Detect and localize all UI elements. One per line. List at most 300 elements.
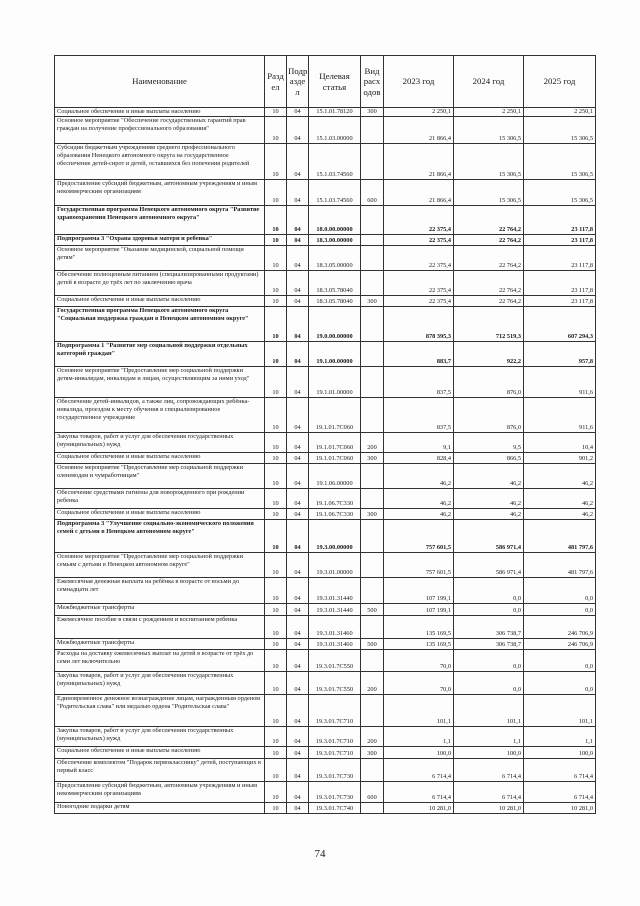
row-podrazdel: 04 (287, 453, 309, 464)
row-podrazdel: 04 (287, 604, 309, 616)
table-row (55, 117, 596, 144)
row-expense-type: 200 (361, 672, 384, 695)
row-value-2023: 21 866,4 (384, 144, 454, 180)
row-razdel: 10 (265, 296, 287, 307)
header-expense-type: Вид расх одов (361, 56, 384, 108)
table-row (55, 464, 596, 489)
row-value-2025: 957,8 (524, 342, 596, 367)
row-name: Закупка товаров, работ и услуг для обеспечения государственных (муниципальных) нужд (55, 433, 265, 453)
row-value-2025: 23 117,8 (524, 271, 596, 296)
row-podrazdel: 04 (287, 489, 309, 509)
table-row (55, 509, 596, 520)
row-razdel: 10 (265, 464, 287, 489)
row-value-2025: 6 714,4 (524, 782, 596, 803)
row-value-2024: 9,5 (454, 433, 524, 453)
row-name: Подпрограмма 3 "Улучшение социально-экономического положения семей с детьми в Ненецком автономном округе" (55, 520, 265, 553)
table-row (55, 782, 596, 803)
row-razdel: 10 (265, 759, 287, 782)
row-razdel: 10 (265, 271, 287, 296)
table-row (55, 520, 596, 553)
row-value-2025: 901,2 (524, 453, 596, 464)
row-razdel: 10 (265, 453, 287, 464)
row-razdel: 10 (265, 144, 287, 180)
row-expense-type (361, 117, 384, 144)
row-target-article: 15.1.03.74560 (309, 144, 361, 180)
row-name: Субсидии бюджетным учреждениям среднего профессионального образования Ненецкого автономного округа на государственное обеспечение детей-сирот и детей, оставшихся без попечения родителей (55, 144, 265, 180)
row-podrazdel: 04 (287, 271, 309, 296)
row-value-2025: 46,2 (524, 509, 596, 520)
row-value-2025: 0,0 (524, 578, 596, 604)
row-expense-type: 500 (361, 604, 384, 616)
row-razdel: 10 (265, 367, 287, 398)
row-value-2025: 246 706,9 (524, 616, 596, 639)
row-value-2025: 23 117,8 (524, 235, 596, 246)
row-target-article: 19.1.06.00000 (309, 464, 361, 489)
row-expense-type: 200 (361, 727, 384, 747)
row-value-2024: 306 738,7 (454, 639, 524, 650)
row-expense-type (361, 759, 384, 782)
row-value-2025: 607 294,3 (524, 307, 596, 342)
header-year-2023: 2023 год (384, 56, 454, 108)
row-podrazdel: 04 (287, 578, 309, 604)
table-row (55, 803, 596, 814)
row-expense-type (361, 803, 384, 814)
table-row (55, 639, 596, 650)
row-razdel: 10 (265, 342, 287, 367)
row-podrazdel: 04 (287, 180, 309, 206)
row-podrazdel: 04 (287, 464, 309, 489)
row-target-article: 19.3.01.31460 (309, 639, 361, 650)
row-podrazdel: 04 (287, 246, 309, 271)
row-razdel: 10 (265, 578, 287, 604)
row-expense-type (361, 271, 384, 296)
row-value-2023: 757 601,5 (384, 553, 454, 578)
table-row (55, 650, 596, 672)
row-expense-type (361, 489, 384, 509)
row-name: Социальное обеспечение и иные выплаты населению (55, 509, 265, 520)
table-row (55, 144, 596, 180)
row-expense-type: 200 (361, 433, 384, 453)
row-podrazdel: 04 (287, 650, 309, 672)
row-razdel: 10 (265, 553, 287, 578)
table-row (55, 616, 596, 639)
row-target-article: 19.1.01.00000 (309, 367, 361, 398)
row-expense-type (361, 367, 384, 398)
row-target-article: 18.3.00.00000 (309, 235, 361, 246)
row-target-article: 19.3.01.31440 (309, 578, 361, 604)
row-value-2023: 22 375,4 (384, 271, 454, 296)
row-podrazdel: 04 (287, 782, 309, 803)
row-name: Обеспечение детей-инвалидов, а также лиц, сопровождающих ребёнка-инвалида, проездом к месту обучения в специализированное государственное учреждение (55, 398, 265, 433)
row-podrazdel: 04 (287, 307, 309, 342)
row-value-2025: 0,0 (524, 604, 596, 616)
row-podrazdel: 04 (287, 235, 309, 246)
row-expense-type (361, 464, 384, 489)
row-value-2024: 15 306,5 (454, 117, 524, 144)
row-value-2023: 6 714,4 (384, 759, 454, 782)
row-target-article: 19.3.01.7C710 (309, 747, 361, 759)
row-target-article: 18.3.05.78040 (309, 296, 361, 307)
row-target-article: 15.1.03.74560 (309, 180, 361, 206)
row-expense-type (361, 520, 384, 553)
row-name: Обеспечение средствами гигиены для новорожденного при рождении ребенка (55, 489, 265, 509)
row-target-article: 19.3.01.7C730 (309, 782, 361, 803)
row-value-2024: 101,1 (454, 695, 524, 727)
row-podrazdel: 04 (287, 509, 309, 520)
row-razdel: 10 (265, 433, 287, 453)
row-name: Обеспечение комплектом "Подарок первокласснику" детей, поступающих в первый класс (55, 759, 265, 782)
row-target-article: 19.3.01.7C710 (309, 695, 361, 727)
header-razdel: Разд ел (265, 56, 287, 108)
row-podrazdel: 04 (287, 144, 309, 180)
row-value-2024: 46,2 (454, 464, 524, 489)
row-target-article: 15.1.01.78120 (309, 108, 361, 117)
table-row (55, 108, 596, 117)
row-value-2025: 1,1 (524, 727, 596, 747)
row-value-2023: 135 169,5 (384, 639, 454, 650)
row-value-2023: 22 375,4 (384, 296, 454, 307)
row-target-article: 19.1.00.00000 (309, 342, 361, 367)
row-expense-type: 300 (361, 296, 384, 307)
row-podrazdel: 04 (287, 672, 309, 695)
row-target-article: 19.3.01.7C550 (309, 650, 361, 672)
row-name: Основное мероприятие "Оказание медицинской, социальной помощи детям" (55, 246, 265, 271)
row-value-2024: 866,5 (454, 453, 524, 464)
row-value-2025: 23 117,8 (524, 206, 596, 235)
row-value-2025: 2 250,1 (524, 108, 596, 117)
row-target-article: 19.1.01.7C060 (309, 398, 361, 433)
row-name: Государственная программа Ненецкого автономного округа "Социальная поддержка граждан в Ненецком автономном округе" (55, 307, 265, 342)
row-podrazdel: 04 (287, 296, 309, 307)
row-value-2023: 22 375,4 (384, 246, 454, 271)
table-row (55, 578, 596, 604)
table-row (55, 489, 596, 509)
row-razdel: 10 (265, 489, 287, 509)
row-razdel: 10 (265, 520, 287, 553)
row-expense-type: 300 (361, 108, 384, 117)
row-target-article: 15.1.03.00000 (309, 117, 361, 144)
row-value-2024: 586 971,4 (454, 520, 524, 553)
row-value-2023: 828,4 (384, 453, 454, 464)
row-value-2024: 586 971,4 (454, 553, 524, 578)
row-expense-type (361, 206, 384, 235)
row-razdel: 10 (265, 639, 287, 650)
row-podrazdel: 04 (287, 695, 309, 727)
row-value-2023: 883,7 (384, 342, 454, 367)
row-value-2023: 46,2 (384, 464, 454, 489)
row-razdel: 10 (265, 616, 287, 639)
row-expense-type: 300 (361, 747, 384, 759)
row-razdel: 10 (265, 727, 287, 747)
header-year-2024: 2024 год (454, 56, 524, 108)
row-podrazdel: 04 (287, 553, 309, 578)
row-value-2025: 246 706,9 (524, 639, 596, 650)
row-value-2023: 135 169,5 (384, 616, 454, 639)
row-podrazdel: 04 (287, 398, 309, 433)
row-razdel: 10 (265, 307, 287, 342)
row-razdel: 10 (265, 108, 287, 117)
row-value-2024: 712 519,3 (454, 307, 524, 342)
row-value-2023: 101,1 (384, 695, 454, 727)
row-razdel: 10 (265, 509, 287, 520)
row-podrazdel: 04 (287, 616, 309, 639)
row-value-2024: 2 250,1 (454, 108, 524, 117)
row-value-2024: 876,0 (454, 398, 524, 433)
table-row (55, 695, 596, 727)
row-value-2025: 15 306,5 (524, 144, 596, 180)
row-value-2023: 107 199,1 (384, 578, 454, 604)
table-row (55, 727, 596, 747)
row-value-2024: 0,0 (454, 578, 524, 604)
row-value-2023: 2 250,1 (384, 108, 454, 117)
row-target-article: 19.1.01.7C060 (309, 453, 361, 464)
row-value-2023: 837,5 (384, 398, 454, 433)
row-name: Расходы на доставку ежемесячных выплат на детей в возрасте от трёх до семи лет включительно (55, 650, 265, 672)
row-name: Закупка товаров, работ и услуг для обеспечения государственных (муниципальных) нужд (55, 672, 265, 695)
table-row (55, 296, 596, 307)
row-name: Ежемесячная денежная выплата на ребёнка в возрасте от восьми до семнадцати лет (55, 578, 265, 604)
row-razdel: 10 (265, 117, 287, 144)
table-row (55, 206, 596, 235)
row-target-article: 19.3.01.31440 (309, 604, 361, 616)
row-value-2024: 22 764,2 (454, 271, 524, 296)
table-body (55, 108, 596, 814)
row-name: Социальное обеспечение и иные выплаты населению (55, 296, 265, 307)
table-row (55, 367, 596, 398)
row-value-2024: 6 714,4 (454, 759, 524, 782)
row-name: Социальное обеспечение и иные выплаты населению (55, 747, 265, 759)
row-value-2023: 21 866,4 (384, 117, 454, 144)
row-expense-type (361, 307, 384, 342)
row-target-article: 19.3.01.31460 (309, 616, 361, 639)
row-name: Подпрограмма 1 "Развитие мер социальной поддержки отдельных категорий граждан" (55, 342, 265, 367)
row-target-article: 19.1.06.7C330 (309, 509, 361, 520)
row-name: Социальное обеспечение и иные выплаты населению (55, 453, 265, 464)
row-target-article: 19.3.01.00000 (309, 553, 361, 578)
row-name: Межбюджетные трансферты (55, 604, 265, 616)
row-value-2025: 0,0 (524, 672, 596, 695)
row-value-2023: 6 714,4 (384, 782, 454, 803)
row-value-2025: 6 714,4 (524, 759, 596, 782)
row-name: Подпрограмма 3 "Охрана здоровья матери и ребенка" (55, 235, 265, 246)
row-value-2025: 10,4 (524, 433, 596, 453)
row-value-2025: 481 797,6 (524, 520, 596, 553)
row-value-2024: 876,0 (454, 367, 524, 398)
row-podrazdel: 04 (287, 759, 309, 782)
row-expense-type (361, 553, 384, 578)
row-value-2024: 22 764,2 (454, 296, 524, 307)
row-value-2023: 70,0 (384, 650, 454, 672)
row-razdel: 10 (265, 747, 287, 759)
row-value-2024: 100,0 (454, 747, 524, 759)
row-razdel: 10 (265, 672, 287, 695)
row-value-2023: 21 866,4 (384, 180, 454, 206)
row-value-2025: 481 797,6 (524, 553, 596, 578)
table-row (55, 342, 596, 367)
row-value-2025: 911,6 (524, 367, 596, 398)
row-target-article: 19.1.01.7C060 (309, 433, 361, 453)
row-name: Обеспечение полноценным питанием (специализированными продуктами) детей в возрасте до трёх лет по заключению врача (55, 271, 265, 296)
row-value-2024: 22 764,2 (454, 246, 524, 271)
row-target-article: 19.3.01.7C550 (309, 672, 361, 695)
row-razdel: 10 (265, 180, 287, 206)
row-value-2024: 6 714,4 (454, 782, 524, 803)
row-expense-type: 600 (361, 180, 384, 206)
table-row (55, 604, 596, 616)
row-podrazdel: 04 (287, 108, 309, 117)
row-podrazdel: 04 (287, 342, 309, 367)
row-name: Ежемесячное пособие в связи с рождением и воспитанием ребенка (55, 616, 265, 639)
row-value-2023: 1,1 (384, 727, 454, 747)
row-podrazdel: 04 (287, 727, 309, 747)
row-value-2023: 46,2 (384, 489, 454, 509)
header-year-2025: 2025 год (524, 56, 596, 108)
row-value-2025: 10 281,0 (524, 803, 596, 814)
row-name: Основное мероприятие "Предоставление мер социальной поддержки оленеводам и чумработницам" (55, 464, 265, 489)
row-name: Межбюджетные трансферты (55, 639, 265, 650)
row-name: Единовременное денежное вознаграждение лицам, награжденным орденом "Родительская слава" или медалью ордена "Родительская слава" (55, 695, 265, 727)
row-razdel: 10 (265, 695, 287, 727)
row-value-2025: 15 306,5 (524, 117, 596, 144)
row-value-2023: 878 395,3 (384, 307, 454, 342)
table-row (55, 271, 596, 296)
header-target-article: Целевая статья (309, 56, 361, 108)
row-expense-type (361, 695, 384, 727)
row-expense-type: 500 (361, 639, 384, 650)
row-podrazdel: 04 (287, 367, 309, 398)
row-expense-type (361, 235, 384, 246)
row-razdel: 10 (265, 206, 287, 235)
table-row (55, 180, 596, 206)
row-podrazdel: 04 (287, 803, 309, 814)
header-name: Наименование (55, 56, 265, 108)
table-row (55, 453, 596, 464)
row-value-2023: 757 601,5 (384, 520, 454, 553)
row-target-article: 19.3.00.00000 (309, 520, 361, 553)
row-value-2023: 46,2 (384, 509, 454, 520)
row-value-2024: 15 306,5 (454, 144, 524, 180)
table-row (55, 553, 596, 578)
row-value-2023: 22 375,4 (384, 235, 454, 246)
row-target-article: 19.3.01.7C740 (309, 803, 361, 814)
table-row (55, 398, 596, 433)
row-value-2025: 46,2 (524, 464, 596, 489)
row-value-2025: 15 306,5 (524, 180, 596, 206)
row-podrazdel: 04 (287, 520, 309, 553)
row-value-2023: 107 199,1 (384, 604, 454, 616)
row-razdel: 10 (265, 782, 287, 803)
row-value-2024: 0,0 (454, 604, 524, 616)
row-value-2025: 23 117,8 (524, 246, 596, 271)
table-header-row (55, 56, 596, 108)
row-expense-type: 300 (361, 453, 384, 464)
row-expense-type (361, 578, 384, 604)
row-value-2025: 0,0 (524, 650, 596, 672)
row-podrazdel: 04 (287, 117, 309, 144)
table-row (55, 759, 596, 782)
row-value-2024: 46,2 (454, 489, 524, 509)
row-name: Новогодние подарки детям (55, 803, 265, 814)
table-row (55, 433, 596, 453)
row-value-2024: 0,0 (454, 650, 524, 672)
row-value-2023: 22 375,4 (384, 206, 454, 235)
row-value-2024: 22 764,2 (454, 235, 524, 246)
row-value-2024: 0,0 (454, 672, 524, 695)
row-value-2023: 100,0 (384, 747, 454, 759)
row-name: Основное мероприятие "Предоставление мер социальной поддержки детям-инвалидам, инвалидам и лицам, осуществляющим за ними уход" (55, 367, 265, 398)
row-expense-type: 600 (361, 782, 384, 803)
row-value-2024: 922,2 (454, 342, 524, 367)
row-target-article: 18.3.05.78040 (309, 271, 361, 296)
page-number: 74 (314, 848, 326, 860)
row-podrazdel: 04 (287, 747, 309, 759)
table-row (55, 235, 596, 246)
row-value-2023: 70,0 (384, 672, 454, 695)
row-target-article: 19.0.00.00000 (309, 307, 361, 342)
row-value-2023: 9,1 (384, 433, 454, 453)
row-value-2024: 15 306,5 (454, 180, 524, 206)
row-expense-type (361, 650, 384, 672)
row-name: Государственная программа Ненецкого автономного округа "Развитие здравоохранения Ненецкого автономного округа" (55, 206, 265, 235)
row-value-2024: 22 764,2 (454, 206, 524, 235)
row-name: Закупка товаров, работ и услуг для обеспечения государственных (муниципальных) нужд (55, 727, 265, 747)
row-name: Предоставление субсидий бюджетным, автономным учреждениям и иным некоммерческим организациям (55, 180, 265, 206)
row-value-2025: 101,1 (524, 695, 596, 727)
table-row (55, 246, 596, 271)
row-expense-type (361, 246, 384, 271)
table-row (55, 307, 596, 342)
row-podrazdel: 04 (287, 639, 309, 650)
row-value-2024: 10 281,0 (454, 803, 524, 814)
row-value-2025: 100,0 (524, 747, 596, 759)
row-razdel: 10 (265, 604, 287, 616)
row-expense-type: 300 (361, 509, 384, 520)
table-row (55, 672, 596, 695)
row-razdel: 10 (265, 235, 287, 246)
row-target-article: 19.3.01.7C710 (309, 727, 361, 747)
row-expense-type (361, 144, 384, 180)
row-target-article: 19.3.01.7C730 (309, 759, 361, 782)
row-value-2024: 1,1 (454, 727, 524, 747)
table-row (55, 747, 596, 759)
row-target-article: 18.0.00.00000 (309, 206, 361, 235)
row-target-article: 19.1.06.7C330 (309, 489, 361, 509)
row-razdel: 10 (265, 650, 287, 672)
row-name: Основное мероприятие "Обеспечение государственных гарантий прав граждан на получение профессионального образования" (55, 117, 265, 144)
row-podrazdel: 04 (287, 206, 309, 235)
row-value-2023: 10 281,0 (384, 803, 454, 814)
row-name: Основное мероприятие "Предоставление мер социальной поддержки семьям с детьми в Ненецком автономном округе" (55, 553, 265, 578)
budget-table (54, 55, 596, 814)
row-expense-type (361, 342, 384, 367)
row-value-2025: 46,2 (524, 489, 596, 509)
row-razdel: 10 (265, 398, 287, 433)
row-value-2023: 837,5 (384, 367, 454, 398)
row-value-2024: 46,2 (454, 509, 524, 520)
row-razdel: 10 (265, 246, 287, 271)
row-podrazdel: 04 (287, 433, 309, 453)
row-razdel: 10 (265, 803, 287, 814)
header-podrazdel: Подр азде л (287, 56, 309, 108)
row-name: Социальное обеспечение и иные выплаты населению (55, 108, 265, 117)
row-value-2025: 23 117,8 (524, 296, 596, 307)
row-expense-type (361, 616, 384, 639)
row-value-2025: 911,6 (524, 398, 596, 433)
row-expense-type (361, 398, 384, 433)
row-name: Предоставление субсидий бюджетным, автономным учреждениям и иным некоммерческим организациям (55, 782, 265, 803)
row-value-2024: 306 738,7 (454, 616, 524, 639)
row-target-article: 18.3.05.00000 (309, 246, 361, 271)
